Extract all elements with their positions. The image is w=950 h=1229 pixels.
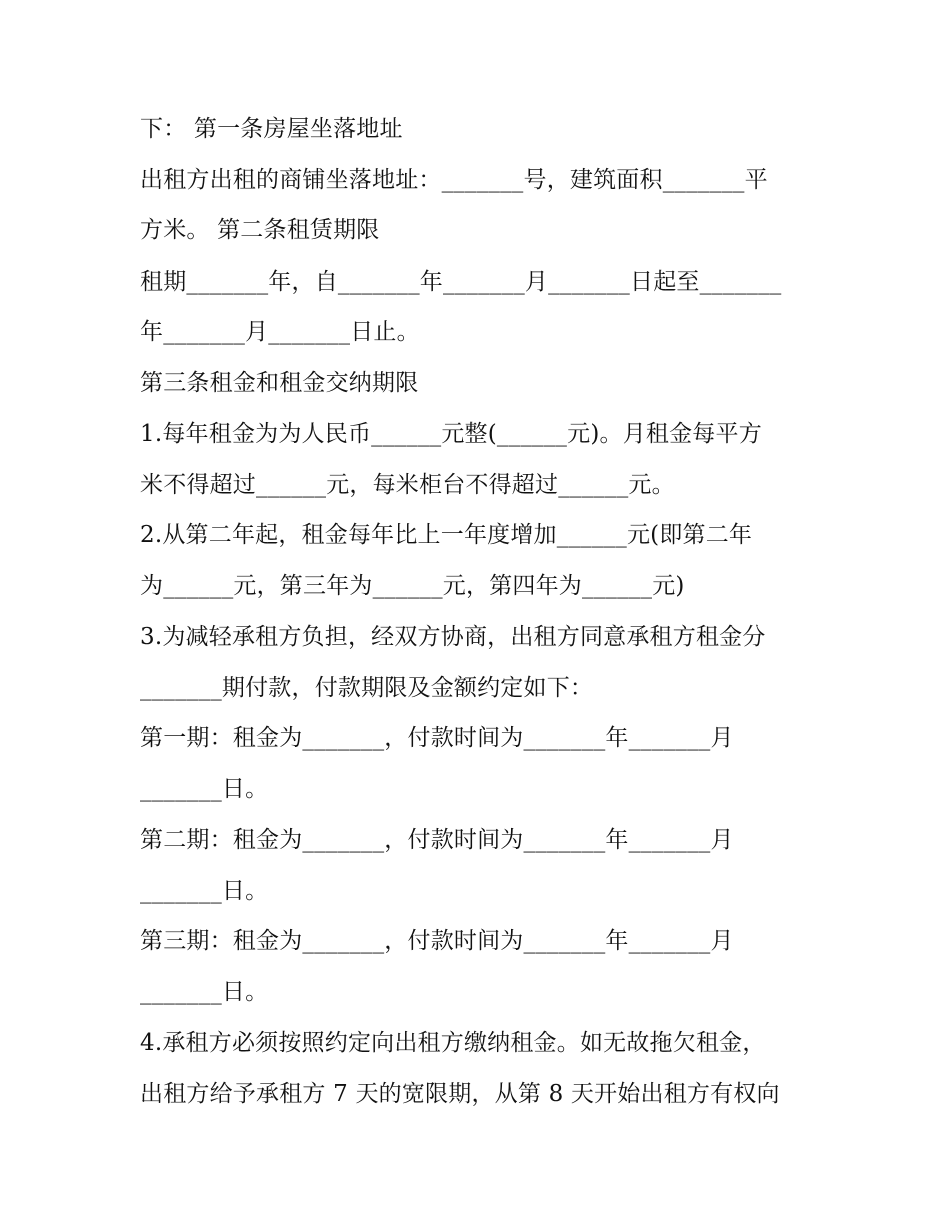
text-line: 3.为减轻承租方负担，经双方协商，出租方同意承租方租金分 xyxy=(140,624,766,650)
text-line: 第一期：租金为_______，付款时间为_______年_______月 xyxy=(140,725,734,751)
text-line: 为______元，第三年为______元，第四年为______元) xyxy=(140,573,685,599)
text-line: 第三期：租金为_______，付款时间为_______年_______月 xyxy=(140,928,734,954)
text-line: 方米。 第二条租赁期限 xyxy=(140,217,380,243)
text-line: 出租方给予承租方 7 天的宽限期，从第 8 天开始出租方有权向 xyxy=(140,1081,780,1107)
text-line: _______日。 xyxy=(140,776,269,802)
text-line: 1.每年租金为为人民币______元整(______元)。月租金每平方 xyxy=(140,421,762,447)
text-line: 4.承租方必须按照约定向出租方缴纳租金。如无故拖欠租金， xyxy=(140,1030,766,1056)
text-line: 租期_______年，自_______年_______月_______日起至_______ xyxy=(140,269,782,295)
text-line: 出租方出租的商铺坐落地址：_______号，建筑面积_______平 xyxy=(140,167,768,193)
text-line: 第二期：租金为_______，付款时间为_______年_______月 xyxy=(140,827,734,853)
text-line: _______期付款，付款期限及金额约定如下： xyxy=(140,675,594,701)
text-line: 2.从第二年起，租金每年比上一年度增加______元(即第二年 xyxy=(140,522,753,548)
text-line: _______日。 xyxy=(140,878,269,904)
text-line: 年_______月_______日止。 xyxy=(140,319,420,345)
text-line: 第三条租金和租金交纳期限 xyxy=(140,370,419,396)
text-line: 下： 第一条房屋坐落地址 xyxy=(140,116,403,142)
text-line: _______日。 xyxy=(140,979,269,1005)
text-line: 米不得超过______元，每米柜台不得超过______元。 xyxy=(140,472,675,498)
